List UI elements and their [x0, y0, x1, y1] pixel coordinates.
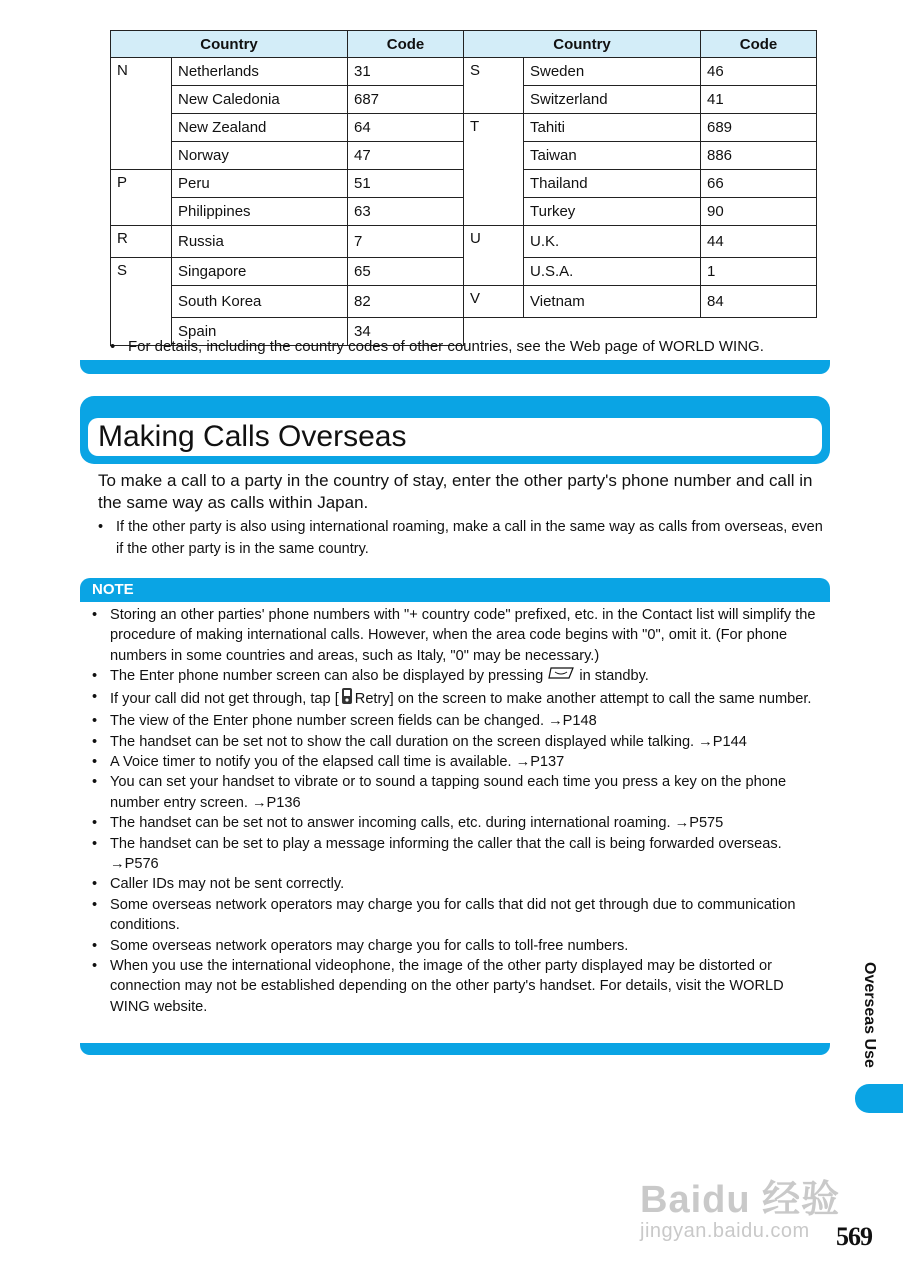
code-cell: 64: [348, 114, 464, 142]
header-country-right: Country: [464, 31, 701, 58]
note-header: [80, 578, 830, 602]
country-cell: New Zealand: [172, 114, 348, 142]
code-cell: 63: [348, 198, 464, 226]
code-cell: 34: [348, 318, 464, 346]
header-code-right: Code: [701, 31, 817, 58]
table-footnote: [110, 338, 764, 355]
code-cell: 31: [348, 58, 464, 86]
letter-cell: S: [111, 258, 172, 346]
watermark-url: jingyan.baidu.com: [640, 1220, 810, 1242]
side-tab-label: Overseas Use: [861, 962, 878, 1068]
note-footer-bar: [80, 1043, 830, 1055]
list-item: • Storing an other parties' phone numbers with "+ country code" prefixed, etc. in the Contact list will simplify the procedure of making international calls. However, when the area code begins with "0", omit it. (For phone numbers in some countries and areas, such as Italy, "0" may be necessary.): [90, 605, 820, 666]
phone-retry-icon: [339, 687, 355, 711]
list-item: • The view of the Enter phone number screen fields can be changed. →P148: [90, 711, 820, 731]
section-heading-box: [80, 396, 830, 464]
code-cell: 7: [348, 226, 464, 258]
table-row: [111, 286, 817, 318]
country-cell: Switzerland: [524, 86, 701, 114]
intro-paragraph: To make a call to a party in the country of stay, enter the other party's phone number and call in the same way as calls within Japan.: [98, 471, 813, 512]
letter-cell: P: [111, 170, 172, 226]
list-item: • Some overseas network operators may charge you for calls that did not get through due to communication conditions.: [90, 895, 820, 936]
country-cell: Spain: [172, 318, 348, 346]
code-cell: 687: [348, 86, 464, 114]
list-item: • The handset can be set not to show the call duration on the screen displayed while talking. →P144: [90, 732, 820, 752]
country-cell: Russia: [172, 226, 348, 258]
code-cell: 886: [701, 142, 817, 170]
country-cell: New Caledonia: [172, 86, 348, 114]
note-item-text: If your call did not get through, tap [: [110, 690, 339, 707]
country-cell: Norway: [172, 142, 348, 170]
table-row: [111, 114, 817, 142]
code-cell: 46: [701, 58, 817, 86]
list-item: • Some overseas network operators may charge you for calls to toll-free numbers.: [90, 936, 820, 956]
country-cell: Thailand: [524, 170, 701, 198]
note-item-text: in standby.: [579, 668, 649, 685]
table-body: [111, 58, 817, 346]
list-item: • The handset can be set not to answer incoming calls, etc. during international roaming. →P575: [90, 813, 820, 833]
side-tab-marker: [855, 1084, 903, 1113]
list-item: • Caller IDs may not be sent correctly.: [90, 874, 820, 894]
table-section-bottom-bar: [80, 360, 830, 374]
page-number: 569: [836, 1222, 872, 1251]
list-item: • A Voice timer to notify you of the elapsed call time is available. →P137: [90, 752, 820, 772]
table-footnote-text: For details, including the country codes of other countries, see the Web page of WORLD WING.: [128, 338, 764, 355]
code-cell: 65: [348, 258, 464, 286]
country-cell: Vietnam: [524, 286, 701, 318]
intro-bullet-text: If the other party is also using international roaming, make a call in the same way as calls from overseas, even if the other party is in the same country.: [116, 519, 823, 557]
country-cell: Taiwan: [524, 142, 701, 170]
table-row: [111, 226, 817, 258]
watermark-logo: Baidu 经验: [640, 1179, 841, 1221]
country-cell: Peru: [172, 170, 348, 198]
bullet-icon: •: [98, 519, 104, 535]
letter-cell: N: [111, 58, 172, 170]
list-item: • When you use the international videophone, the image of the other party displayed may be distorted or connection may not be established depending on the other party's handset. For details, visit the WORLD WING website.: [90, 956, 820, 1017]
country-cell: Singapore: [172, 258, 348, 286]
code-cell: 44: [701, 226, 817, 258]
letter-cell: T: [464, 114, 524, 226]
code-cell: 689: [701, 114, 817, 142]
country-cell: Turkey: [524, 198, 701, 226]
letter-cell: S: [464, 58, 524, 114]
code-cell: 66: [701, 170, 817, 198]
country-cell: Tahiti: [524, 114, 701, 142]
country-code-table: [110, 30, 817, 346]
code-cell: 90: [701, 198, 817, 226]
letter-cell: V: [464, 286, 524, 318]
header-country-left: Country: [111, 31, 348, 58]
letter-cell: U: [464, 226, 524, 286]
country-cell: Netherlands: [172, 58, 348, 86]
letter-cell: R: [111, 226, 172, 258]
page-title: Making Calls Overseas: [88, 418, 822, 456]
code-cell: 84: [701, 286, 817, 318]
list-item: [90, 687, 820, 711]
list-item: • You can set your handset to vibrate or to sound a tapping sound each time you press a key on the phone number entry screen. →P136: [90, 772, 820, 813]
note-item-text: Retry] on the screen to make another attempt to call the same number.: [354, 690, 812, 707]
country-cell: U.K.: [524, 226, 701, 258]
code-cell: 47: [348, 142, 464, 170]
country-cell: Sweden: [524, 58, 701, 86]
table-row: [111, 58, 817, 86]
code-cell: 1: [701, 258, 817, 286]
country-cell: U.S.A.: [524, 258, 701, 286]
list-item: [90, 666, 820, 686]
code-cell: 41: [701, 86, 817, 114]
code-cell: 51: [348, 170, 464, 198]
note-label: NOTE: [92, 581, 134, 598]
note-list: [90, 605, 820, 1017]
country-cell: South Korea: [172, 286, 348, 318]
watermark: [640, 1150, 850, 1250]
code-cell: 82: [348, 286, 464, 318]
bullet-icon: •: [110, 338, 116, 355]
table-header-row: [111, 31, 817, 58]
list-item: • The handset can be set to play a message informing the caller that the call is being forwarded overseas. →P576: [90, 834, 820, 875]
header-code-left: Code: [348, 31, 464, 58]
mail-key-icon: [547, 666, 575, 686]
note-item-text: The Enter phone number screen can also be displayed by pressing: [110, 668, 544, 685]
country-cell: Philippines: [172, 198, 348, 226]
intro-bullet: [98, 516, 828, 560]
